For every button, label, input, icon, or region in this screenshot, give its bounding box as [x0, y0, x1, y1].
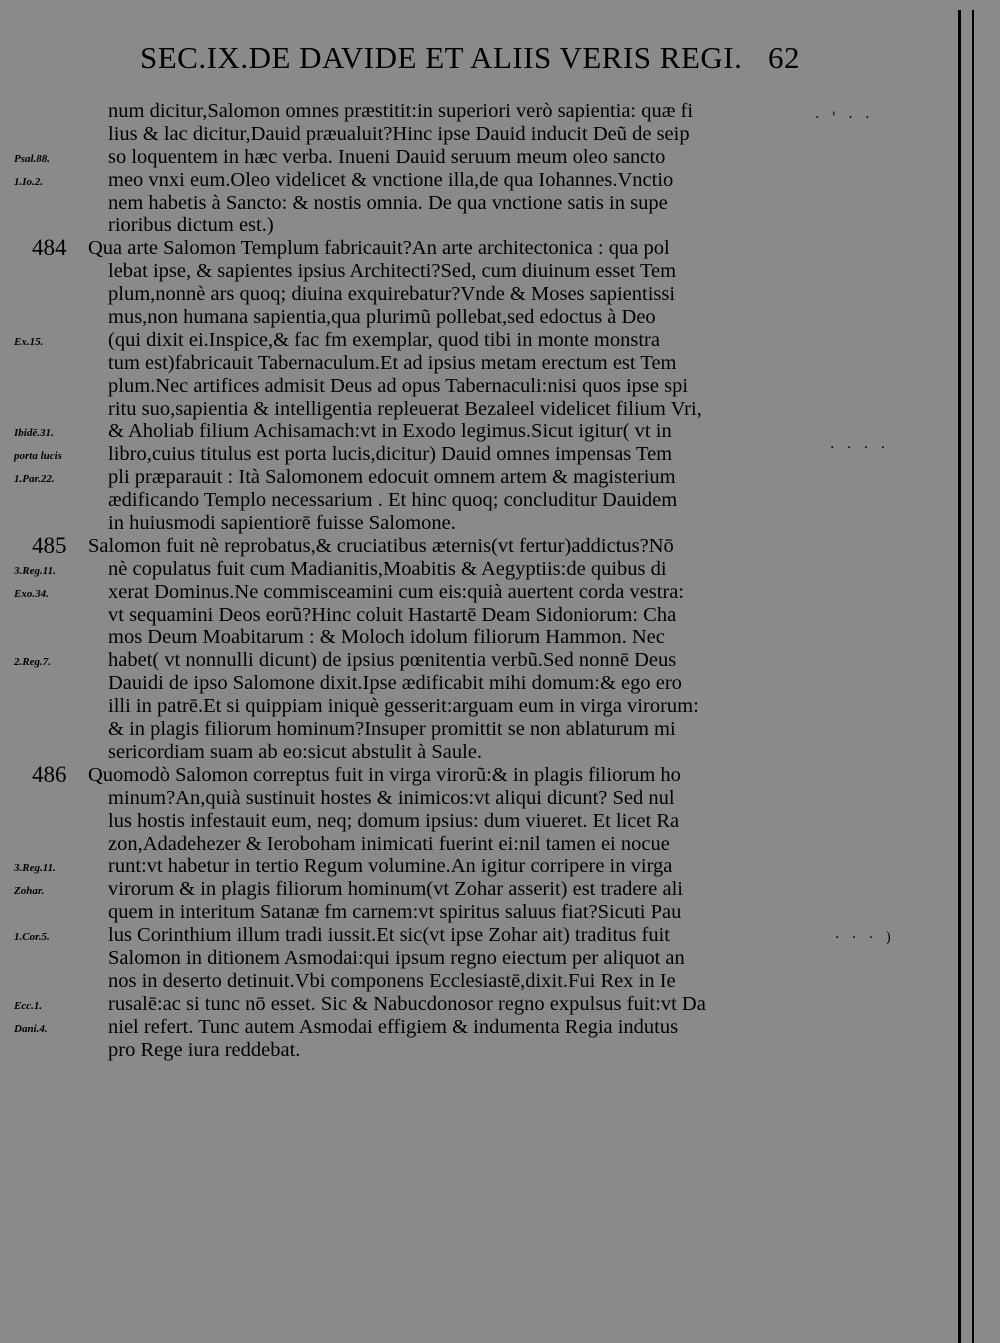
margin-reference: Ecc.1. — [14, 999, 43, 1012]
text-line — [0, 855, 1000, 878]
line-text: & in plagis filiorum hominum?Insuper promittit se non ablaturum mi — [108, 718, 676, 741]
print-speckle: · ' · · — [815, 110, 874, 126]
margin-reference: Ex.15. — [14, 335, 44, 348]
question-number: 485 — [32, 532, 67, 558]
text-line — [0, 214, 1000, 237]
question-number: 486 — [32, 761, 67, 787]
margin-reference: 1.Cor.5. — [14, 931, 50, 944]
text-line — [0, 581, 1000, 604]
text-line — [0, 489, 1000, 512]
line-text: Dauidi de ipso Salomone dixit.Ipse ædificabit mihi domum:& ego ero — [108, 672, 682, 695]
text-line — [0, 1016, 1000, 1039]
line-text: zon,Adadehezer & Ieroboham inimicati fuerint ei:nil tamen ei nocue — [108, 832, 670, 855]
line-text: habet( vt nonnulli dicunt) de ipsius pœnitentia verbũ.Sed nonnē Deus — [108, 649, 677, 672]
text-line — [0, 192, 1000, 215]
line-text: mos Deum Moabitarum : & Moloch idolum filiorum Hammon. Nec — [108, 626, 665, 649]
line-text: lebat ipse, & sapientes ipsius Architecti?Sed, cum diuinum esset Tem — [108, 260, 677, 283]
page-number: 62 — [768, 40, 800, 75]
line-text: lus Corinthium illum tradi iussit.Et sic(vt ipse Zohar ait) traditus fuit — [108, 924, 670, 947]
text-line — [0, 649, 1000, 672]
margin-reference: Dani.4. — [14, 1022, 48, 1035]
line-text: & Aholiab filium Achisamach:vt in Exodo legimus.Sicut igitur( vt in — [108, 420, 672, 443]
margin-reference: 3.Reg.11. — [14, 862, 56, 875]
line-text: ædificando Templo necessarium . Et hinc quoq; concluditur Dauidem — [108, 489, 678, 512]
margin-reference: 1.Io.2. — [14, 175, 44, 188]
text-line — [0, 283, 1000, 306]
text-line — [0, 761, 1000, 787]
line-text: in huiusmodi sapientiorē fuisse Salomone. — [108, 512, 456, 535]
line-text: nos in deserto detinuit.Vbi componens Ecclesiastē,dixit.Fui Rex in Ie — [108, 969, 676, 992]
line-text: so loquentem in hæc verba. Inueni Dauid seruum meum oleo sancto — [108, 145, 666, 168]
text-line — [0, 306, 1000, 329]
text-line — [0, 532, 1000, 558]
text-line — [0, 169, 1000, 192]
line-text: pro Rege iura reddebat. — [108, 1038, 301, 1061]
text-line — [0, 466, 1000, 489]
text-line — [0, 512, 1000, 535]
text-line — [0, 260, 1000, 283]
line-text: virorum & in plagis filiorum hominum(vt Zohar asserit) est tradere ali — [108, 878, 684, 901]
line-text: tum est)fabricauit Tabernaculum.Et ad ipsius metam erectum est Tem — [108, 351, 677, 374]
line-text: vt sequamini Deos eorũ?Hinc coluit Hastartē Deam Sidoniorum: Cha — [108, 603, 677, 626]
text-line — [0, 375, 1000, 398]
text-line — [0, 741, 1000, 764]
text-line — [0, 947, 1000, 970]
print-speckle: · · · ) — [835, 930, 896, 946]
text-line — [0, 901, 1000, 924]
question-number: 484 — [32, 235, 67, 261]
text-line — [0, 604, 1000, 627]
line-text: meo vnxi eum.Oleo videlicet & vnctione illa,de qua Iohannes.Vnctio — [108, 168, 674, 191]
text-line — [0, 993, 1000, 1016]
line-text: rusalē:ac si tunc nō esset. Sic & Nabucdonosor regno expulsus fuit:vt Da — [108, 992, 706, 1015]
margin-reference: 1.Par.22. — [14, 473, 55, 486]
margin-reference: Ibidē.31. — [14, 427, 54, 440]
line-text: plum,nonnè ars quoq; diuina exquirebatur?Vnde & Moses sapientissi — [108, 283, 676, 306]
text-line — [0, 626, 1000, 649]
line-text: quem in interitum Satanæ fm carnem:vt spiritus saluus fiat?Sicuti Pau — [108, 901, 682, 924]
line-text: niel refert. Tunc autem Asmodai effigiem & indumenta Regia indutus — [108, 1015, 679, 1038]
text-line — [0, 672, 1000, 695]
line-text: Salomon in ditionem Asmodai:qui ipsum regno eiectum per aliquot an — [108, 946, 685, 969]
text-line — [0, 123, 1000, 146]
line-text: pli præparauit : Ità Salomonem edocuit omnem artem & magisterium — [108, 466, 676, 489]
line-text: num dicitur,Salomon omnes præstitit:in superiori verò sapientia: quæ fi — [108, 100, 694, 122]
text-line — [0, 237, 1000, 260]
text-line — [0, 810, 1000, 833]
text-line — [0, 833, 1000, 856]
margin-reference: Zohar. — [14, 885, 45, 898]
line-text: nem habetis à Sancto: & nostis omnia. De qua vnctione satis in supe — [108, 191, 668, 214]
line-text: ritu suo,sapientia & intelligentia repleuerat Bezaleel videlicet filium Vri, — [108, 397, 702, 420]
line-text: Salomon fuit nè reprobatus,& cruciatibus æternis(vt fertur)addictus?Nō — [88, 534, 674, 557]
margin-reference: Psal.88. — [14, 152, 51, 165]
print-speckle: · · · · — [830, 440, 890, 456]
line-text: libro,cuius titulus est porta lucis,dicitur) Dauid omnes impensas Tem — [108, 443, 673, 466]
text-line — [0, 352, 1000, 375]
text-line — [0, 398, 1000, 421]
text-line — [0, 146, 1000, 169]
text-line — [0, 718, 1000, 741]
text-line — [0, 878, 1000, 901]
line-text: runt:vt habetur in tertio Regum volumine.An igitur corripere in virga — [108, 855, 673, 878]
line-text: Quomodò Salomon correptus fuit in virga virorũ:& in plagis filiorum ho — [88, 763, 681, 786]
line-text: lius & lac dicitur,Dauid præualuit?Hinc ipse Dauid inducit Deũ de seip — [108, 122, 690, 145]
line-text: sericordiam suam ab eo:sicut abstulit à Saule. — [108, 740, 483, 763]
text-line — [0, 970, 1000, 993]
line-text: rioribus dictum est.) — [108, 214, 274, 237]
margin-reference: porta lucis — [14, 450, 62, 463]
text-line — [0, 787, 1000, 810]
line-text: xerat Dominus.Ne commisceamini cum eis:quià auertent corda vestra: — [108, 580, 685, 603]
line-text: lus hostis infestauit eum, neq; domum ipsius: dum viueret. Et licet Ra — [108, 809, 680, 832]
text-body — [0, 100, 1000, 1061]
text-line — [0, 695, 1000, 718]
margin-reference: Exo.34. — [14, 587, 49, 600]
running-header — [140, 40, 800, 76]
line-text: plum.Nec artifices admisit Deus ad opus Tabernaculi:nisi quos ipse spi — [108, 374, 689, 397]
margin-reference: 3.Reg.11. — [14, 564, 56, 577]
margin-reference: 2.Reg.7. — [14, 656, 51, 669]
text-line — [0, 329, 1000, 352]
text-line — [0, 1039, 1000, 1062]
header-title: SEC.IX.DE DAVIDE ET ALIIS VERIS REGI. — [140, 40, 743, 75]
line-text: mus,non humana sapientia,qua plurimũ pollebat,sed edoctus à Deo — [108, 306, 656, 329]
line-text: Qua arte Salomon Templum fabricauit?An arte architectonica : qua pol — [88, 237, 670, 260]
line-text: minum?An,quià sustinuit hostes & inimicos:vt aliqui dicunt? Sed nul — [108, 786, 675, 809]
line-text: (qui dixit ei.Inspice,& fac fm exemplar, quod tibi in monte monstra — [108, 328, 660, 351]
line-text: nè copulatus fuit cum Madianitis,Moabitis & Aegyptiis:de quibus di — [108, 557, 667, 580]
line-text: illi in patrē.Et si quippiam iniquè gesserit:arguam eum in virga virorum: — [108, 695, 699, 718]
text-line — [0, 558, 1000, 581]
